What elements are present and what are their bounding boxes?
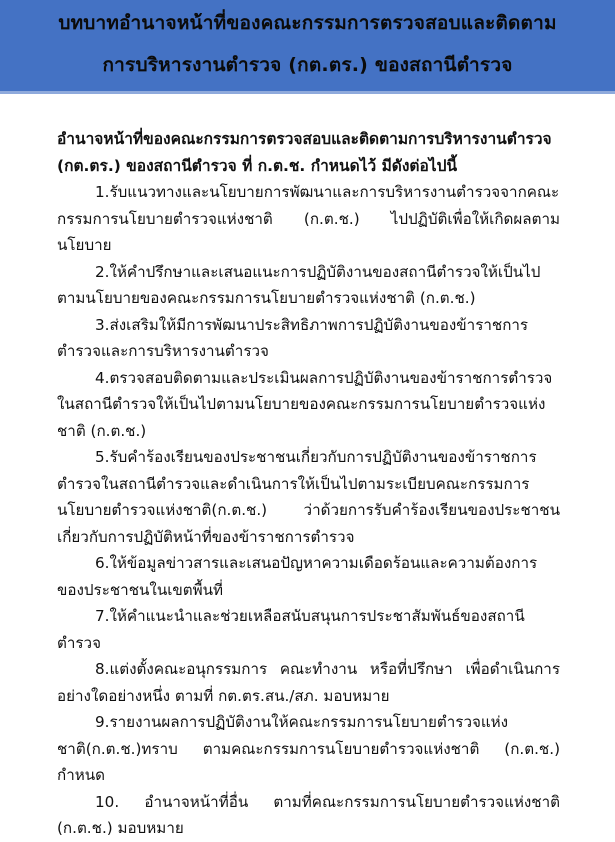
document-title-line-1: บทบาทอำนาจหน้าที่ของคณะกรรมการตรวจสอบและติดตาม — [58, 11, 557, 34]
list-item-2: 2.ให้คำปรึกษาและเสนอแนะการปฏิบัติงานของสถานีตำรวจให้เป็นไปตามนโยบายของคณะกรรมการนโยบายตำรวจแห่งชาติ (ก.ต.ช.) — [57, 262, 541, 307]
header-banner — [0, 0, 615, 94]
list-item-4: 4.ตรวจสอบติดตามและประเมินผลการปฏิบัติงานของข้าราชการตำรวจในสถานีตำรวจให้เป็นไปตามนโยบายของคณะกรรมการนโยบายตำรวจแห่งชาติ (ก.ต.ช.) — [57, 368, 553, 440]
list-item-9: 9.รายงานผลการปฏิบัติงานให้คณะกรรมการนโยบายตำรวจแห่งชาติ(ก.ต.ช.)ทราบ ตามคณะกรรมการนโยบายตำรวจแห่งชาติ (ก.ต.ช.) กำหนด — [57, 713, 560, 784]
list-item-6: 6.ให้ข้อมูลข่าวสารและเสนอปัญหาความเดือดร้อนและความต้องการของประชาชนในเขตพื้นที่ — [57, 554, 538, 599]
list-item-3: 3.ส่งเสริมให้มีการพัฒนาประสิทธิภาพการปฏิบัติงานของข้าราชการตำรวจและการบริหารงานตำรวจ — [57, 315, 529, 360]
document-body — [0, 94, 615, 842]
list-item-7: 7.ให้คำแนะนำและช่วยเหลือสนับสนุนการประชาสัมพันธ์ของสถานีตำรวจ — [57, 607, 525, 652]
list-item-1: 1.รับแนวทางและนโยบายการพัฒนาและการบริหารงานตำรวจจากคณะกรรมการนโยบายตำรวจแห่งชาติ (ก.ต.ช.) ไปปฏิบัติเพื่อให้เกิดผลตามนโยบาย — [57, 183, 560, 254]
list-item-10: 10. อำนาจหน้าที่อื่น ตามที่คณะกรรมการนโยบายตำรวจแห่งชาติ (ก.ต.ช.) มอบหมาย — [57, 792, 560, 837]
intro-paragraph: อำนาจหน้าที่ของคณะกรรมการตรวจสอบและติดตามการบริหารงานตำรวจ (กต.ตร.) ของสถานีตำรวจ ที่ ก.ต.ช. กำหนดไว้ มีดังต่อไปนี้ — [57, 130, 552, 175]
list-item-5: 5.รับคำร้องเรียนของประชาชนเกี่ยวกับการปฏิบัติงานของข้าราชการตำรวจในสถานีตำรวจและดำเนินการให้เป็นไปตามระเบียบคณะกรรมการนโยบายตำรวจแห่งชาติ(ก.ต.ช.) ว่าด้วยการรับคำร้องเรียนของประชาชนเกี่ยวกับการปฏิบัติหน้าที่ของข้าราชการตำรวจ — [57, 448, 560, 546]
list-item-8: 8.แต่งตั้งคณะอนุกรรมการ คณะทำงาน หรือที่ปรึกษา เพื่อดำเนินการอย่างใดอย่างหนึ่ง ตามที่ กต.ตร.สน./สภ. มอบหมาย — [57, 660, 560, 705]
duties-list — [57, 179, 560, 842]
document-title-line-2: การบริหารงานตำรวจ (กต.ตร.) ของสถานีตำรวจ — [102, 53, 513, 76]
